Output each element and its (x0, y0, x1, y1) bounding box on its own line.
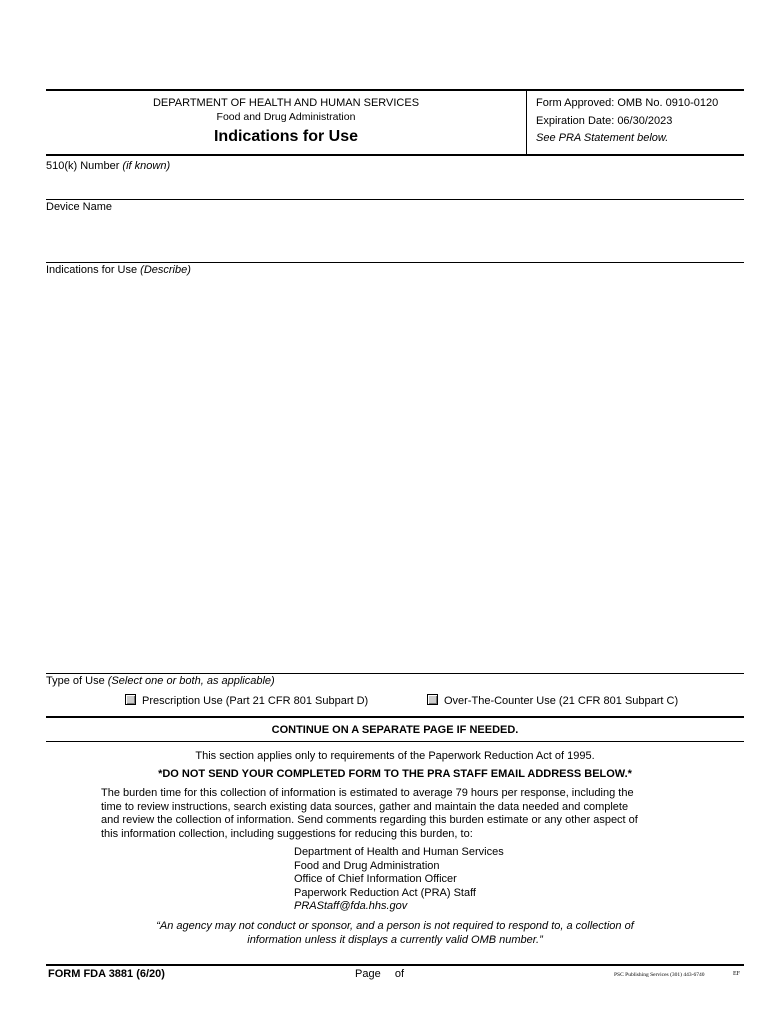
prescription-use-checkbox[interactable] (125, 694, 136, 705)
device-name-input[interactable] (46, 216, 744, 260)
prescription-use-label: Prescription Use (Part 21 CFR 801 Subpart D) (142, 695, 369, 707)
header-bottom-rule (46, 154, 744, 156)
publisher-credit: PSC Publishing Services (301) 443-6740 (614, 972, 705, 978)
indications-label (46, 264, 191, 276)
ef-mark: EF (733, 971, 741, 977)
address-line: Department of Health and Human Services (294, 846, 504, 858)
type-of-use-hint: (Select one or both, as applicable) (107, 675, 275, 687)
continue-note: CONTINUE ON A SEPARATE PAGE IF NEEDED. (271, 724, 519, 736)
page-label: Page (355, 968, 381, 980)
agency-name: Food and Drug Administration (216, 111, 356, 123)
omb-approval: Form Approved: OMB No. 0910-0120 (536, 97, 719, 109)
pra-note: See PRA Statement below. (536, 132, 669, 144)
header-top-rule (46, 89, 744, 91)
form-number: FORM FDA 3881 (6/20) (48, 968, 165, 980)
k510-input[interactable] (46, 176, 744, 198)
k510-rule (46, 199, 744, 200)
pra-intro: This section applies only to requirements of the Paperwork Reduction Act of 1995. (195, 750, 595, 762)
device-name-label: Device Name (46, 201, 113, 213)
continue-top-rule (46, 716, 744, 718)
k510-label (46, 160, 170, 172)
burden-line: time to review instructions, search existing data sources, gather and maintain the data needed and complete (101, 800, 629, 813)
indications-textarea[interactable] (46, 279, 744, 671)
quote-line: “An agency may not conduct or sponsor, and a person is not required to respond to, a collection of (156, 920, 634, 932)
address-line: Office of Chief Information Officer (294, 873, 457, 886)
otc-use-label: Over-The-Counter Use (21 CFR 801 Subpart C) (444, 695, 679, 707)
page-of: of (394, 968, 405, 980)
k510-label-text: 510(k) Number (46, 160, 120, 172)
burden-line: and review the collection of information. Send comments regarding this burden estimate or any other aspect of (101, 814, 638, 827)
pra-warning: *DO NOT SEND YOUR COMPLETED FORM TO THE PRA STAFF EMAIL ADDRESS BELOW.* (158, 768, 632, 780)
device-name-rule (46, 262, 744, 263)
address-line: Paperwork Reduction Act (PRA) Staff (294, 886, 476, 899)
indications-label-text: Indications for Use (46, 264, 138, 276)
omb-quote (46, 920, 744, 947)
type-of-use-label (46, 675, 275, 687)
header-divider (526, 91, 527, 155)
continue-bottom-rule (46, 741, 744, 742)
department-name: DEPARTMENT OF HEALTH AND HUMAN SERVICES (152, 97, 420, 109)
expiration-date: Expiration Date: 06/30/2023 (536, 115, 673, 127)
burden-paragraph (101, 787, 741, 841)
form-title: Indications for Use (213, 128, 359, 145)
burden-line: The burden time for this collection of information is estimated to average 79 hours per response, including the (101, 787, 634, 799)
indications-hint: (Describe) (140, 264, 191, 276)
k510-hint: (if known) (122, 160, 171, 172)
otc-use-checkbox[interactable] (427, 694, 438, 705)
page-indicator (355, 968, 404, 980)
footer-rule (46, 964, 744, 966)
indications-rule (46, 673, 744, 674)
pra-email: PRAStaff@fda.hhs.gov (294, 900, 408, 913)
type-of-use-label-text: Type of Use (46, 675, 105, 687)
burden-line: this information collection, including suggestions for reducing this burden, to: (101, 827, 473, 840)
pra-address (294, 846, 504, 914)
address-line: Food and Drug Administration (294, 859, 440, 872)
quote-line: information unless it displays a currently valid OMB number.” (247, 933, 543, 946)
